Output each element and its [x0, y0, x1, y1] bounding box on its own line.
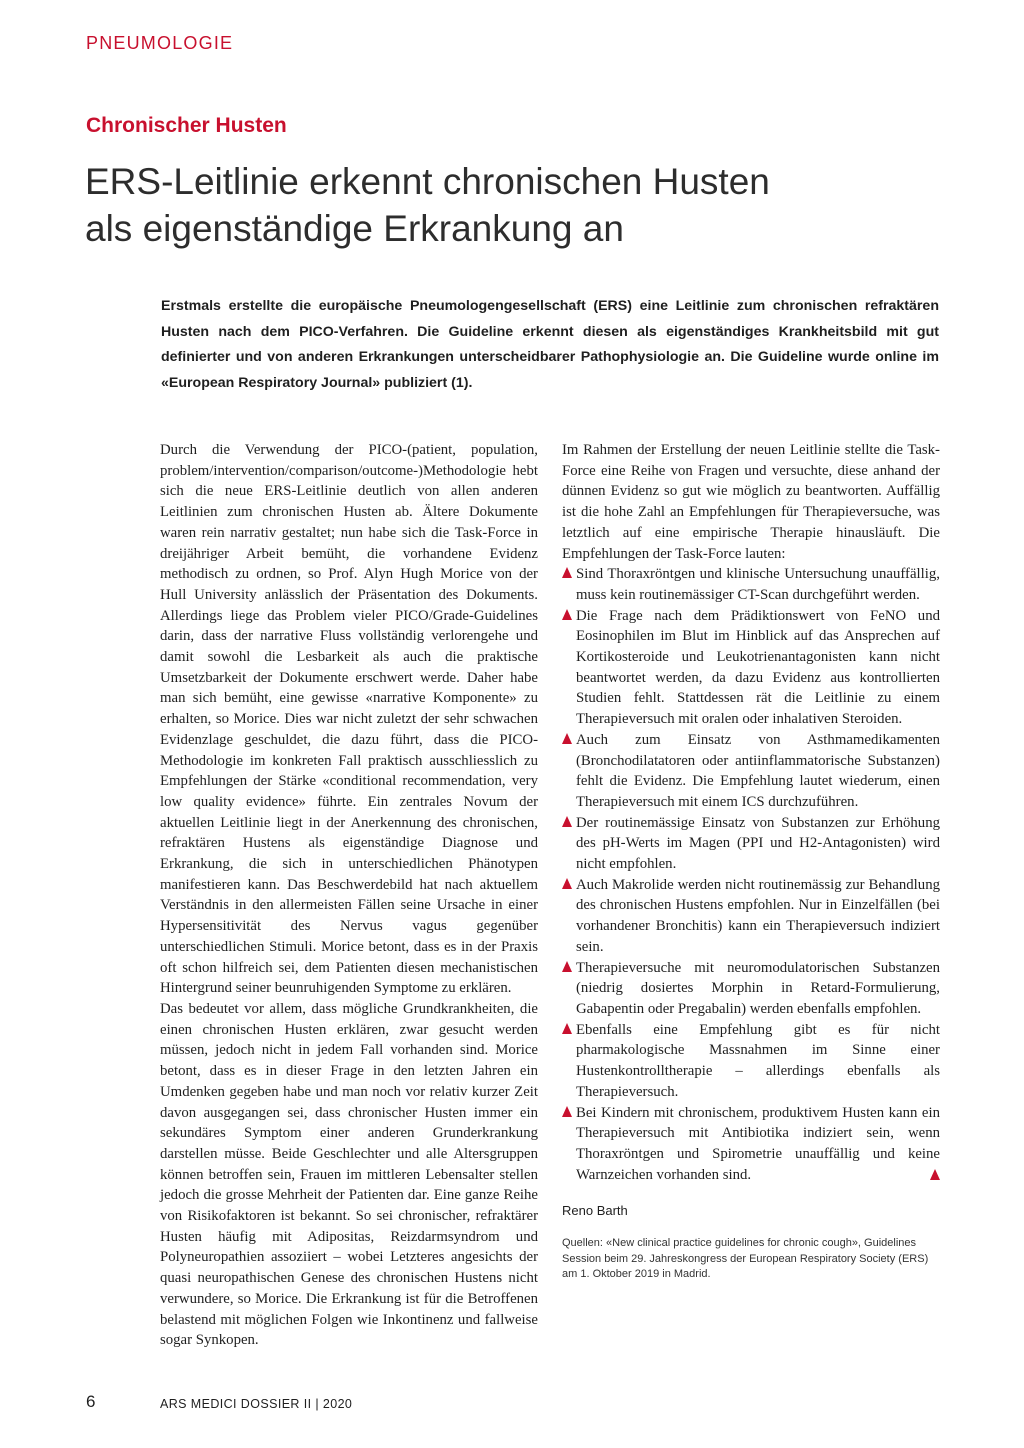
triangle-bullet-icon: [562, 1106, 572, 1117]
body-paragraph: Durch die Verwendung der PICO-(patient, population, problem/intervention/comparison/outcome-)Methodologie hebt sich die neue ERS-Leitlinie deutlich von allen anderen Leitlinien zum chronischen Husten ab. Ältere Dokumente waren rein narrativ gestaltet; nun habe sich die Task-Force in dreijähriger Arbeit bemüht, die vorhandene Evidenz methodisch zu ordnen, so Prof. Alyn Hugh Morice von der Hull University anlässlich der Präsentation des Dokuments. Allerdings liege das Problem vieler PICO/Grade-Guidelines darin, dass der narrative Fluss vollständig verlorengehe und damit sowohl die Lesbarkeit als auch die praktische Umsetzbarkeit der Dokumente erschwert werde. Daher habe man sich bemüht, eine gewisse «narrative Komponente» zu erhalten, so Morice. Dies war nicht zuletzt der sehr schwachen Evidenzlage geschuldet, die dazu führt, dass die PICO-Methodologie im konkreten Fall praktisch ausschliesslich zu Empfehlungen der Stärke «conditional recommendation, very low quality evidence» führte. Ein zentrales Novum der aktuellen Leitlinie liegt in der Anerkennung des chronischen, refraktären Hustens als eigenständige Diagnose und Erkrankung, die sich in unterschiedlichen Phänotypen manifestieren kann. Das Beschwerdebild hat nach aktuellem Verständnis in den allermeisten Fällen seine Ursache in einer Hypersensitivität des Nervus vagus gegenüber unterschiedlichen Stimuli. Morice betont, dass es in der Praxis oft schon hilfreich sei, dem Patienten diesen mechanistischen Hintergrund seiner beunruhigenden Symptome zu erklären.: [160, 442, 538, 997]
triangle-bullet-icon: [562, 816, 572, 827]
section-label: PNEUMOLOGIE: [86, 33, 234, 53]
list-item: [562, 730, 940, 813]
list-item-text: Die Frage nach dem Prädiktionswert von FeNO und Eosinophilen im Blut im Hinblick auf das Ansprechen auf Kortikosteroide und Leukotrienantagonisten kann nicht beantwortet werden, da dazu Evidenz aus kontrollierten Studien fehlt. Stattdessen rät die Leitlinie zu einem Therapieversuch mit oralen oder inhalativen Steroiden.: [576, 607, 940, 728]
recommendations-list: [562, 564, 940, 1185]
list-item-text: Therapieversuche mit neuromodulatorischen Substanzen (niedrig dosiertes Morphin in Retard-Formulierung, Gabapentin oder Pregabalin) werden ebenfalls empfohlen.: [576, 959, 940, 1017]
body-column-left: [160, 440, 538, 1351]
list-item-text: Auch zum Einsatz von Asthmamedikamenten (Bronchodilatatoren oder antiinflammatorische Substanzen) fehlt die Evidenz. Die Empfehlung lautet wiederum, einen Therapieversuch mit einem ICS durchzuführen.: [576, 731, 940, 810]
list-item-text: Ebenfalls eine Empfehlung gibt es für nicht pharmakologische Massnahmen im Sinne einer Hustenkontrolltherapie – allerdings ebenfalls als Therapieversuch.: [576, 1021, 940, 1100]
end-of-article-icon: [930, 1169, 940, 1180]
list-item: [562, 813, 940, 875]
article-headline: [85, 158, 965, 252]
triangle-bullet-icon: [562, 1023, 572, 1034]
author-name: Reno Barth: [562, 1203, 628, 1218]
article-kicker: Chronischer Husten: [86, 114, 287, 137]
triangle-bullet-icon: [562, 609, 572, 620]
sources-note: Quellen: «New clinical practice guidelines for chronic cough», Guidelines Session beim 29. Jahreskongress der European Respiratory Society (ERS) am 1. Oktober 2019 in Madrid.: [562, 1237, 929, 1280]
publication-footer: ARS MEDICI DOSSIER II | 2020: [160, 1397, 353, 1411]
body-paragraph: Das bedeutet vor allem, dass mögliche Grundkrankheiten, die einen chronischen Husten erklären, zwar gesucht werden müssen, jedoch nicht in jedem Fall vorhanden sind. Morice betont, dass es in dieser Frage in den letzten Jahren ein Umdenken gegeben habe und man noch vor relativ kurzer Zeit davon ausgegangen sei, dass chronischer Husten immer ein sekundäres Symptom einer anderen Grunderkrankung darstellen müsse. Beide Geschlechter und alle Altersgruppen können betroffen sein, Frauen im mittleren Lebensalter stellen jedoch die grosse Mehrheit der Patienten dar. Eine ganze Reihe von Risikofaktoren ist bekannt. So sei chronischer, refraktärer Husten häufig mit Adipositas, Reizdarmsyndrom und Polyneuropathien assoziiert – wobei Letzteres angesichts der quasi neuropathischen Genese des chronischen Hustens nicht verwundere, so Morice. Die Erkrankung ist für die Betroffenen belastend mit möglichen Folgen wie Inkontinenz und fallweise sogar Synkopen.: [160, 1000, 538, 1349]
triangle-bullet-icon: [562, 733, 572, 744]
headline-line-1: ERS-Leitlinie erkennt chronischen Husten: [85, 161, 770, 202]
body-column-right: [562, 440, 940, 1185]
headline-line-2: als eigenständige Erkrankung an: [85, 208, 624, 249]
list-item-text: Auch Makrolide werden nicht routinemässig zur Behandlung des chronischen Hustens empfohlen. Nur in Einzelfällen (bei vorhandener Bronchitis) kann ein Therapieversuch indiziert sein.: [576, 876, 940, 955]
recommendations-intro: Im Rahmen der Erstellung der neuen Leitlinie stellte die Task-Force eine Reihe von Fragen und versuchte, diese anhand der dünnen Evidenz so gut wie möglich zu beantworten. Auffällig ist die hohe Zahl an Empfehlungen für Therapieversuche, was letztlich auf eine empirische Therapie hinausläuft. Die Empfehlungen der Task-Force lauten:: [562, 442, 940, 562]
list-item-text: Der routinemässige Einsatz von Substanzen zur Erhöhung des pH-Werts im Magen (PPI und H2-Antagonisten) wird nicht empfohlen.: [576, 814, 940, 873]
list-item: [562, 606, 940, 730]
triangle-bullet-icon: [562, 878, 572, 889]
list-item-text: Sind Thoraxröntgen und klinische Untersuchung unauffällig, muss kein routinemässiger CT-Scan durchgeführt werden.: [576, 566, 940, 603]
list-item: [562, 875, 940, 958]
triangle-bullet-icon: [562, 961, 572, 972]
page-number: 6: [86, 1392, 96, 1411]
triangle-bullet-icon: [562, 567, 572, 578]
list-item-text: Bei Kindern mit chronischem, produktivem Husten kann ein Therapieversuch mit Antibiotika indiziert sein, wenn Thoraxröntgen und Spirometrie unauffällig und keine Warnzeichen vorhanden sind.: [576, 1104, 940, 1183]
lead-paragraph: Erstmals erstellte die europäische Pneumologengesellschaft (ERS) eine Leitlinie zum chronischen refraktären Husten nach dem PICO-Verfahren. Die Guideline erkennt diesen als eigenständiges Krankheitsbild mit gut definierter und von anderen Erkrankungen unterscheidbarer Pathophysiologie an. Die Guideline wurde online im «European Respiratory Journal» publiziert (1).: [161, 298, 939, 392]
list-item: [562, 1103, 940, 1186]
list-item: [562, 958, 940, 1020]
list-item: [562, 1020, 940, 1103]
list-item: [562, 564, 940, 605]
